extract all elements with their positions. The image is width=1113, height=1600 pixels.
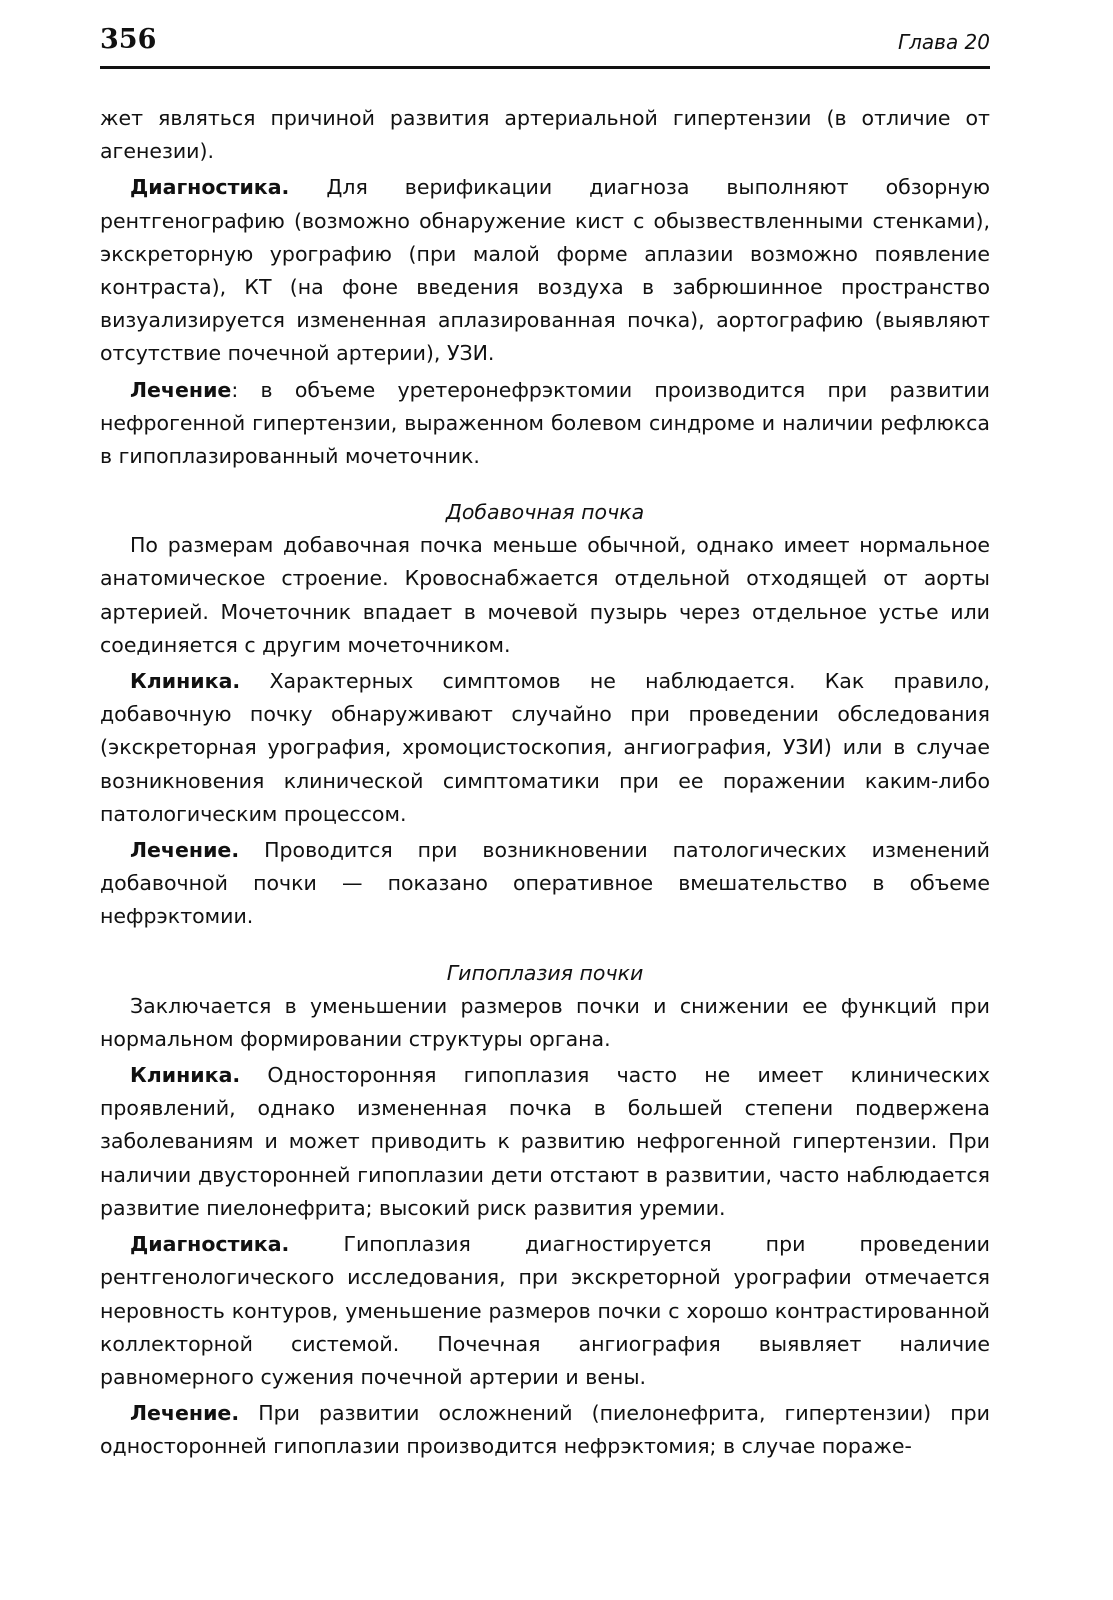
paragraph-text: При развитии осложнений (пиелонефрита, гипертензии) при односторонней гипоплазии производится нефрэктомия; в случае пораже- [100, 1401, 990, 1459]
paragraph [100, 1228, 990, 1394]
paragraph [100, 102, 990, 168]
chapter-label: Глава 20 [897, 30, 990, 54]
running-header [100, 22, 990, 69]
paragraph-text: Заключается в уменьшении размеров почки и снижении ее функций при нормальном формировании структуры органа. [100, 993, 990, 1051]
section-heading: Добавочная почка [445, 500, 645, 525]
page-body [100, 102, 990, 1467]
paragraph-lead: Клиника. [130, 1063, 241, 1088]
paragraph-text: Для верификации диагноза выполняют обзорную рентгенографию (возможно обнаружение кист с обызвествленными стенками), экскреторную урографию (при малой форме аплазии возможно появление контраста), КТ (на фоне введения воздуха в забрюшинное пространство визуализируется измененная аплазированная почка), аортографию (выявляют отсутствие почечной артерии), УЗИ. [100, 175, 990, 366]
page-number: 356 [100, 24, 157, 55]
paragraph-text: жет являться причиной развития артериальной гипертензии (в отличие от агенезии). [100, 106, 990, 164]
paragraph-text: Проводится при возникновении патологических изменений добавочной почки — показано оперативное вмешательство в объеме нефрэктомии. [100, 838, 990, 929]
paragraph-text: По размерам добавочная почка меньше обычной, однако имеет нормальное анатомическое строение. Кровоснабжается отдельной отходящей от аорты артерией. Мочеточник впадает в мочевой пузырь через отдельное устье или соединяется с другим мочеточником. [100, 533, 990, 657]
paragraph [100, 171, 990, 370]
paragraph [100, 1059, 990, 1225]
paragraph [100, 990, 990, 1056]
paragraph-text: Характерных симптомов не наблюдается. Как правило, добавочную почку обнаруживают случайно при проведении обследования (экскреторная урография, хромоцистоскопия, ангиография, УЗИ) или в случае возникновения клинической симптоматики при ее поражении каким-либо патологическим процессом. [100, 669, 990, 826]
paragraph [100, 1397, 990, 1463]
paragraph-lead: Лечение [130, 377, 232, 402]
paragraph-lead: Лечение. [130, 838, 240, 863]
paragraph-lead: Диагностика. [130, 1232, 290, 1257]
paragraph-text: Гипоплазия диагностируется при проведении рентгенологического исследования, при экскреторной урографии отмечается неровность контуров, уменьшение размеров почки с хорошо контрастированной коллекторной системой. Почечная ангиография выявляет наличие равномерного сужения почечной артерии и вены. [100, 1232, 990, 1389]
paragraph [100, 529, 990, 662]
paragraph [100, 834, 990, 934]
section-heading: Гипоплазия почки [446, 960, 644, 985]
paragraph-text: Односторонняя гипоплазия часто не имеет клинических проявлений, однако измененная почка в большей степени подвержена заболеваниям и может приводить к развитию нефрогенной гипертензии. При наличии двусторонней гипоплазии дети отстают в развитии, часто наблюдается развитие пиелонефрита; высокий риск развития уремии. [100, 1063, 990, 1220]
paragraph-lead: Клиника. [130, 669, 241, 694]
paragraph-lead: Лечение. [130, 1401, 240, 1426]
paragraph-text: : в объеме уретеронефрэктомии производится при развитии нефрогенной гипертензии, выраженном болевом синдроме и наличии рефлюкса в гипоплазированный мочеточник. [100, 377, 990, 469]
paragraph [100, 374, 990, 474]
paragraph-lead: Диагностика. [130, 175, 290, 200]
paragraph [100, 665, 990, 831]
